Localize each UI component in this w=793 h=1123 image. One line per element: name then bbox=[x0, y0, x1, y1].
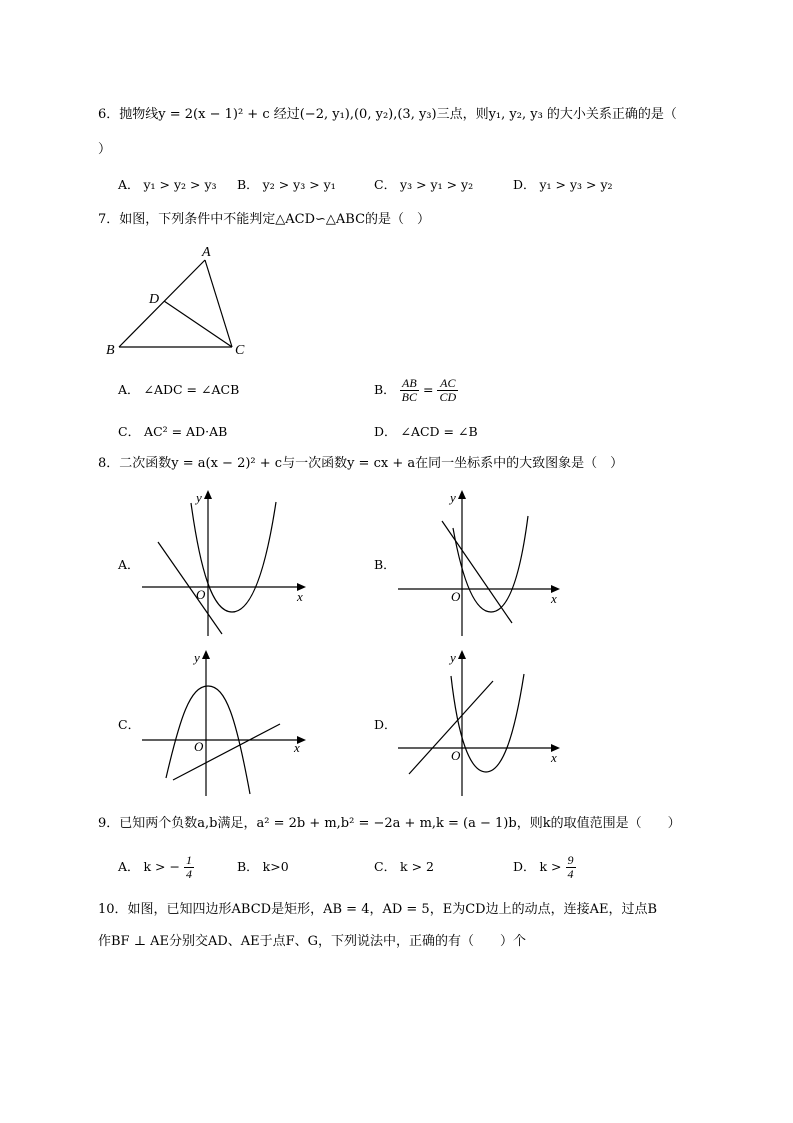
y-axis-label: y bbox=[450, 650, 456, 665]
fraction-numerator: 9 bbox=[567, 853, 574, 867]
point-a-label: A bbox=[202, 245, 211, 260]
q6-stem-tail: ） bbox=[98, 142, 112, 157]
origin-label: O bbox=[196, 587, 206, 602]
q8-graph-c-label: C． bbox=[118, 717, 141, 732]
q9-option-a-prefix: A． k > − bbox=[118, 859, 180, 874]
q7-option-b-fraction-1 bbox=[400, 377, 419, 404]
q9-option-d bbox=[513, 850, 576, 884]
parabola bbox=[453, 516, 528, 612]
point-d-label: D bbox=[149, 292, 160, 307]
origin-label: O bbox=[194, 739, 204, 754]
frac2-numerator: AC bbox=[437, 377, 458, 391]
line bbox=[173, 724, 280, 780]
q6-option-c: C． y₃ > y₁ > y₂ bbox=[374, 177, 474, 192]
q10-line-2: 作BF ⊥ AE分别交AD、AE于点F、G，下列说法中，正确的有（ ）个 bbox=[98, 934, 527, 949]
q8-graph-a bbox=[140, 488, 310, 638]
side-ba bbox=[119, 260, 205, 347]
line bbox=[158, 542, 222, 634]
y-axis-label: y bbox=[196, 490, 202, 505]
origin-label: O bbox=[451, 748, 461, 763]
q9-option-d-prefix: D． k > bbox=[513, 859, 562, 874]
x-axis-label: x bbox=[294, 740, 300, 755]
line bbox=[442, 521, 512, 623]
q7-stem: 7．如图，下列条件中不能判定△ACD∽△ABC的是（ ） bbox=[98, 212, 431, 227]
point-c-label: C bbox=[235, 343, 245, 358]
q8-graph-d-label: D． bbox=[374, 717, 397, 732]
origin-label: O bbox=[451, 589, 461, 604]
frac2-denominator: CD bbox=[439, 390, 457, 404]
q10-line-1: 10．如图，已知四边形ABCD是矩形，AB = 4，AD = 5，E为CD边上的动点，连接AE，过点B bbox=[98, 902, 657, 917]
q6-stem: 6．抛物线y = 2(x − 1)² + c 经过(−2, y₁),(0, y₂),(3, y₃)三点，则y₁, y₂, y₃ 的大小关系正确的是（ bbox=[98, 107, 677, 122]
q7-option-b-equals: = bbox=[423, 382, 434, 397]
frac1-numerator: AB bbox=[400, 377, 419, 391]
q6-option-d: D． y₁ > y₃ > y₂ bbox=[513, 177, 613, 192]
q8-graph-d bbox=[396, 648, 566, 798]
q7-option-a: A． ∠ADC = ∠ACB bbox=[118, 382, 240, 397]
q7-option-c: C． AC² = AD·AB bbox=[118, 424, 228, 439]
y-axis-label: y bbox=[194, 650, 200, 665]
q6-option-a: A． y₁ > y₂ > y₃ bbox=[118, 177, 217, 192]
q6-option-b: B． y₂ > y₃ > y₁ bbox=[237, 177, 336, 192]
y-axis-label: y bbox=[450, 490, 456, 505]
frac1-denominator: BC bbox=[401, 390, 418, 404]
q8-graph-a-label: A． bbox=[118, 557, 140, 572]
q7-option-b-prefix: B． bbox=[374, 382, 396, 397]
q9-option-c: C． k > 2 bbox=[374, 859, 434, 874]
q7-option-d: D． ∠ACD = ∠B bbox=[374, 424, 478, 439]
q9-option-a-fraction bbox=[184, 854, 194, 881]
q7-triangle-figure bbox=[100, 238, 260, 363]
segment-cd bbox=[164, 301, 232, 347]
q7-option-b-fraction-2 bbox=[437, 377, 458, 404]
x-axis-label: x bbox=[551, 750, 557, 765]
q8-stem: 8．二次函数y = a(x − 2)² + c与一次函数y = cx + a在同一坐标系中的大致图象是（ ） bbox=[98, 456, 624, 471]
x-axis-label: x bbox=[551, 591, 557, 606]
q9-option-a bbox=[118, 850, 194, 884]
q8-graph-b bbox=[396, 488, 566, 638]
fraction-numerator: 1 bbox=[185, 853, 192, 867]
fraction-denominator: 4 bbox=[567, 867, 574, 881]
q8-graph-c bbox=[140, 648, 310, 798]
q7-option-b bbox=[374, 372, 458, 408]
q9-option-d-fraction bbox=[566, 854, 576, 881]
x-axis-label: x bbox=[297, 589, 303, 604]
side-ac bbox=[205, 260, 232, 347]
fraction-denominator: 4 bbox=[185, 867, 192, 881]
q8-graph-b-label: B． bbox=[374, 557, 396, 572]
point-b-label: B bbox=[106, 343, 115, 358]
q9-stem: 9．已知两个负数a,b满足，a² = 2b + m,b² = −2a + m,k = (a − 1)b，则k的取值范围是（ ） bbox=[98, 816, 681, 831]
q9-option-b: B． k>0 bbox=[237, 859, 289, 874]
